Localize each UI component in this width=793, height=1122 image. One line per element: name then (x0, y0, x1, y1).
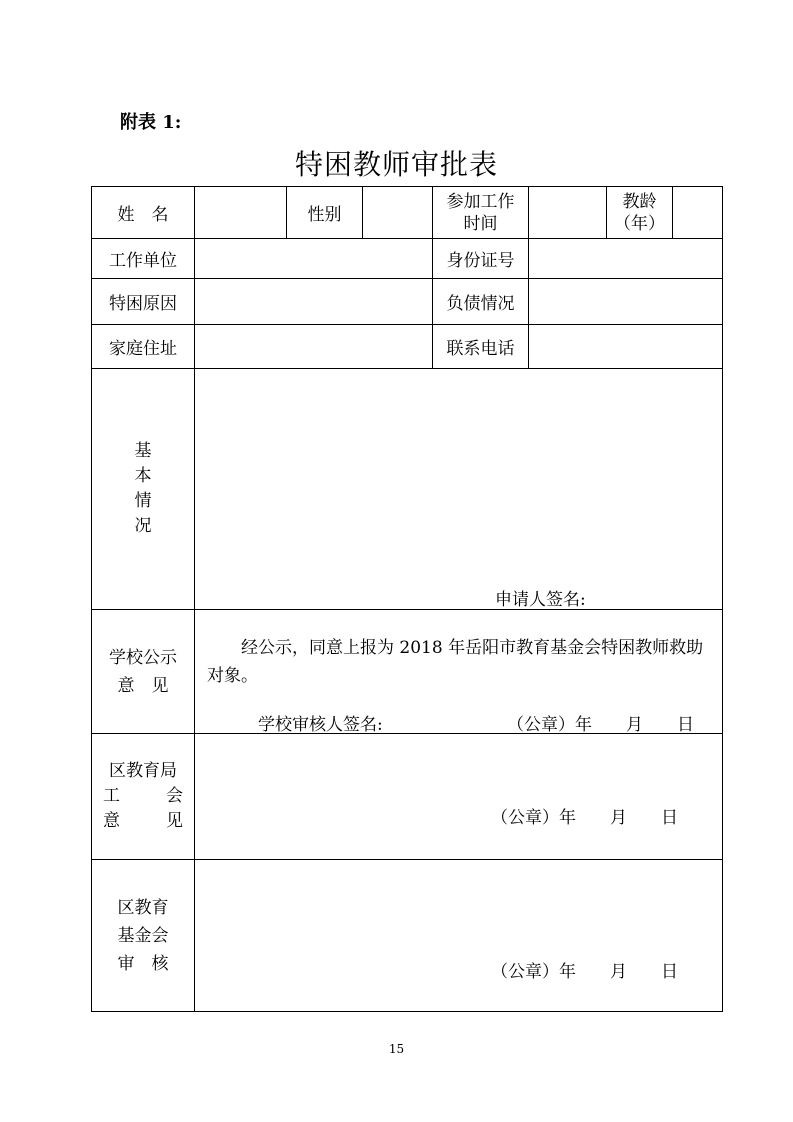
basic-label-char: 况 (134, 516, 152, 536)
foundation-review-label (92, 860, 195, 1012)
id-number-field[interactable] (529, 239, 723, 279)
school-reviewer-signature-label: 学校审核人签名: (258, 715, 383, 735)
gender-field[interactable] (363, 187, 433, 239)
district-label-line3 (103, 809, 183, 834)
basic-label-char: 情 (134, 491, 152, 511)
foundation-review-field[interactable] (195, 860, 723, 1012)
hardship-reason-label: 特困原因 (92, 279, 195, 325)
address-field[interactable] (195, 325, 433, 369)
phone-label: 联系电话 (433, 325, 529, 369)
work-start-label-line1: 参加工作 (446, 191, 515, 212)
name-label: 姓 名 (92, 187, 195, 239)
school-statement: 经公示，同意上报为 2018 年岳阳市教育基金会特困教师救助对象。 (207, 638, 704, 686)
teaching-years-label (607, 187, 673, 239)
teaching-years-label-line2: （年） (614, 213, 665, 234)
district-label-line1: 区教育局 (109, 761, 177, 781)
district-label-line2 (103, 784, 183, 809)
teaching-years-field[interactable] (673, 187, 723, 239)
basic-label-char: 基 (134, 441, 152, 461)
basic-situation-label (92, 369, 195, 610)
debt-field[interactable] (529, 279, 723, 325)
phone-field[interactable] (529, 325, 723, 369)
basic-label-char: 本 (134, 466, 152, 486)
row-work-unit (92, 239, 723, 279)
form-title: 特困教师审批表 (294, 148, 498, 181)
work-start-field[interactable] (529, 187, 607, 239)
work-unit-label: 工作单位 (92, 239, 195, 279)
row-basic-identity (92, 187, 723, 239)
foundation-label-line1: 区教育 (117, 897, 169, 918)
district-label-char: 会 (166, 786, 183, 806)
foundation-seal-date: （公章）年 月 日 (491, 962, 678, 982)
debt-label: 负债情况 (433, 279, 529, 325)
district-label-char: 工 (103, 786, 120, 806)
hardship-reason-field[interactable] (195, 279, 433, 325)
attachment-label: 附表 1: (120, 112, 182, 133)
school-opinion-label (92, 610, 195, 734)
row-district-opinion (92, 734, 723, 860)
row-hardship (92, 279, 723, 325)
row-foundation-review (92, 860, 723, 1012)
address-label: 家庭住址 (92, 325, 195, 369)
district-label-char: 意 (103, 811, 120, 831)
work-start-label-line2: 时间 (463, 213, 498, 234)
row-school-opinion (92, 610, 723, 734)
gender-label: 性别 (287, 187, 363, 239)
district-label-char: 见 (166, 811, 183, 831)
district-seal-date: （公章）年 月 日 (491, 808, 678, 828)
district-opinion-label (92, 734, 195, 860)
row-address (92, 325, 723, 369)
school-opinion-field[interactable] (195, 610, 723, 734)
row-basic-situation (92, 369, 723, 610)
approval-form-table (91, 186, 723, 1012)
school-opinion-label-line1: 学校公示 (109, 647, 177, 668)
school-opinion-label-line2: 意 见 (117, 675, 169, 696)
school-seal-date: （公章）年 月 日 (507, 715, 694, 735)
work-unit-field[interactable] (195, 239, 433, 279)
district-opinion-field[interactable] (195, 734, 723, 860)
applicant-signature-label: 申请人签名: (495, 590, 586, 610)
foundation-label-line3: 审 核 (117, 953, 169, 974)
name-field[interactable] (195, 187, 287, 239)
teaching-years-label-line1: 教龄 (622, 191, 657, 212)
id-number-label: 身份证号 (433, 239, 529, 279)
page-number: 15 (388, 1042, 405, 1056)
basic-situation-field[interactable] (195, 369, 723, 610)
work-start-label (433, 187, 529, 239)
foundation-label-line2: 基金会 (117, 925, 169, 946)
